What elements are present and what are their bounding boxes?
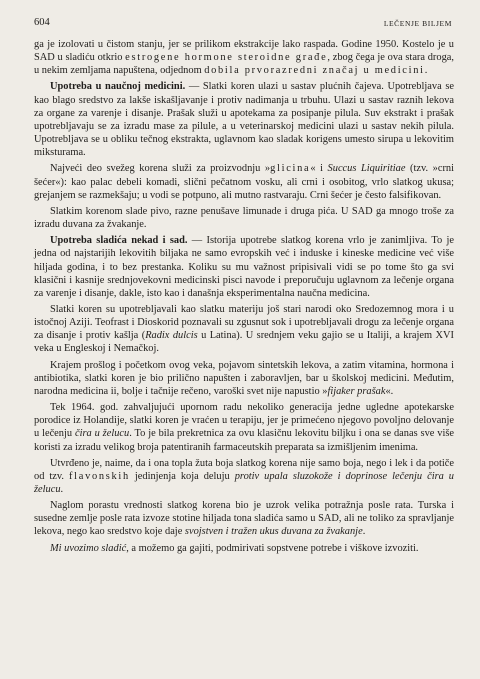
spaced-emphasis: dobila prvorazredni značaj u medicini: [204, 65, 425, 77]
section-heading: Upotreba u naučnoj medicini.: [50, 81, 186, 93]
text-run: u Latina). U srednjem veku gajio se u Italiji, a krajem XVI veka u Engleskoj i Nemačkoj.: [34, 330, 454, 355]
body-text: [34, 38, 454, 558]
spaced-emphasis: glicina: [270, 163, 311, 175]
text-run: Utvrđeno je, naime, da i ona topla žuta boja slatkog korena nije samo boja, nego i lek i da potiče od tzv.: [34, 457, 454, 482]
paragraph: [34, 234, 454, 300]
text-run: , zbog čega je ova stara droga, u nekim zemljama napuštena, odjednom: [34, 52, 454, 77]
text-run: — Istorija upotrebe slatkog korena vrlo je zanimljiva. To je jedna od najstarijih lekovitih biljaka ne samo evropskih već i induske i kineske medicine već više hiljada godina, i to bez prestanka. Koliku su mu važnost pripisivali vidi se po tome što ga svi klasični i kasnije srednjovekovni medicinski pisci navode i preporučuju uglavnom za lečenje organa za varenje i disanje, dakle, isto kao i današnja eksperimentalna naučna medicina.: [34, 235, 454, 299]
italic-text: Mi uvozimo sladić: [50, 542, 127, 554]
text-run: Najveći deo svežeg korena služi za proizvodnju »: [50, 163, 271, 175]
text-run: Tek 1964. god. zahvaljujući upornom radu nekoliko generacija jedne ugledne apotekarske porodice iz Holandije, slatki koren je vraćen u terapiju, jer je primećeno njegovo povoljno delovanje u lečenju: [34, 402, 454, 440]
text-run: Naglom porastu vrednosti slatkog korena bio je uzrok velika potražnja posle rata. Turska i susedne zemlje posle rata izvoze stotine hiljada tona sladića samo u SAD, ali ne toliko za spravljanje lekova, nego kao sredstvo koje daje: [34, 500, 454, 538]
italic-text: Succus Liquiritiae: [327, 163, 406, 175]
spaced-emphasis: flavonskih: [69, 470, 130, 482]
paragraph: [34, 359, 454, 398]
text-run: .: [362, 526, 366, 538]
italic-text: protiv upala sluzokože i doprinose lečenju čira u želucu: [34, 470, 455, 495]
spaced-emphasis: estrogene hormone steroidne građe: [125, 52, 328, 64]
paragraph: [34, 205, 454, 231]
text-run: « i: [310, 163, 328, 175]
paragraph: [34, 499, 454, 538]
text-run: , a možemo ga gajiti, podmirivati sopstvene potrebe i viškove izvoziti.: [126, 542, 419, 554]
page-number: 604: [34, 17, 50, 28]
text-run: «.: [385, 385, 394, 397]
text-run: Slatki koren su upotrebljavali kao slatku materiju još stari narodi oko Sredozemnog mora i u istočnoj Aziji. Teofrast i Dioskorid poznavali su zgusnut sok i upotrebljavali drogu za lečenje organa za disanje i protiv kašlja (: [34, 303, 454, 342]
italic-text: svojstven i tražen ukus duvana za žvakanje: [184, 526, 363, 538]
paragraph: [34, 457, 454, 496]
paragraph: [34, 542, 454, 555]
text-run: — Slatki koren ulazi u sastav plućnih čajeva. Upotrebljava se kao blago sredstvo za lakše iskašljavanje i protiv nadimanja u trbuhu. Ulazi u sastav raznih lekova za organe za varenje i disanje. Prašak služi u apotekama za posipanje pilula. Suv ekstrakt i prašak upotrebljavaju se za izradu mase za pilule, a u veterinarskoj medicini ulazi u sastav nekih pilula. Upotrebljava se u obliku tečnog ekstrakta, uglavnom kao sladak korigens umesto sirupa u lekovitim miksturama.: [34, 81, 454, 159]
paragraph: [34, 401, 454, 454]
page-header: [34, 17, 452, 31]
running-head: LEČENJE BILJEM: [383, 19, 452, 28]
text-run: . To je bila prekretnica za ovu klasičnu lekovitu biljku i ona se danas sve više koristi za izradu velikog broja patentiranih farmaceutskih preparata sa izmišljenim imenima.: [34, 428, 455, 453]
italic-text: Radix dulcis: [145, 330, 198, 342]
text-run: .: [60, 484, 64, 495]
italic-text: čira u želucu: [74, 428, 130, 440]
text-run: jedinjenja koja deluju: [129, 470, 235, 482]
text-run: (tzv. »crni šećer«): kao palac debeli komadi, slični pečatnom vosku, ali crni i osobitog, vrlo slatkog ukusa; grejanjem se razmekšaju; u vodi se potpuno, ali mutno rastvaraju. Crni šećer je često falsifikovan.: [34, 163, 455, 201]
section-heading: Upotreba sladića nekad i sad.: [50, 235, 188, 247]
text-run: ga je izolovati u čistom stanju, jer se prilikom ekstrakcije lako raspada. Godine 1950. Kostelo je u SAD u sladiću otkrio: [34, 39, 454, 64]
text-run: Slatkim korenom slade pivo, razne penušave limunade i druga pića. U SAD ga mnogo troše za izradu duvana za žvakanje.: [34, 205, 454, 231]
text-run: .: [424, 65, 428, 77]
paragraph: [34, 162, 454, 201]
italic-text: fijaker prašak: [327, 385, 386, 397]
paragraph: [34, 303, 454, 356]
paragraph: [34, 38, 454, 77]
paragraph: [34, 80, 454, 159]
text-run: Krajem prošlog i početkom ovog veka, pojavom sintetskih lekova, a zatim vitamina, hormona i antibiotika, slatki koren je bio prilično napušten i zaboravljen, bar u školskoj medicini. Međutim, narodna medicina ii, bolje i tačnije rečeno, varoški svet nije napustio »: [34, 359, 454, 397]
